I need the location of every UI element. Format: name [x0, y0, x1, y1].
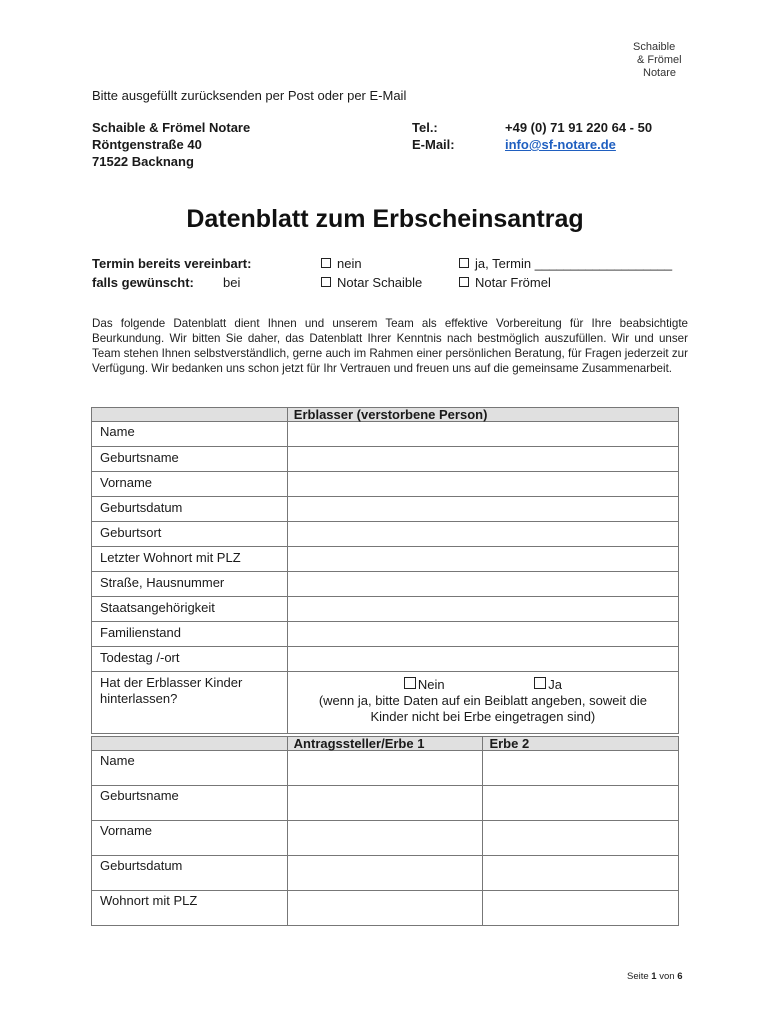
page-title: Datenblatt zum Erbscheinsantrag — [186, 205, 584, 233]
input-cell[interactable] — [483, 821, 679, 856]
row-label: Geburtsdatum — [92, 856, 288, 891]
option-notar-froemel[interactable] — [459, 275, 551, 290]
row-label: Familienstand — [92, 622, 288, 647]
table-row — [92, 856, 679, 891]
intro-paragraph: Das folgende Datenblatt dient Ihnen und unserem Team als effektive Vorbereitung für Ihre beabsichtigte Beurkundung. Wir bitten Sie daher, das Datenblatt Ihrer Kenntnis nach bestmöglich auszufüllen. Wir und unser Team stehen Ihnen selbstverständlich, gerne auch im Rahmen einer persönlichen Beratung, für Fragen jederzeit zur Verfügung. Wir bedanken uns schon jetzt für Ihr Vertrauen und freuen uns auf die gemeinsame Zusammenarbeit. — [92, 317, 688, 375]
checkbox-icon[interactable] — [459, 258, 469, 268]
logo-line: & Frömel — [637, 54, 682, 66]
row-label: Todestag /-ort — [92, 647, 288, 672]
table-header-row — [92, 737, 679, 751]
option-notar-schaible[interactable] — [321, 275, 422, 290]
company-logo — [633, 41, 682, 80]
email-link[interactable]: info@sf-notare.de — [505, 137, 616, 152]
logo-line: Notare — [643, 67, 677, 79]
input-cell[interactable] — [287, 647, 678, 672]
office-name: Schaible & Frömel Notare — [92, 120, 251, 135]
input-cell[interactable] — [287, 522, 678, 547]
input-cell[interactable] — [483, 786, 679, 821]
input-cell[interactable] — [287, 447, 678, 472]
logo-line: Schaible — [633, 41, 676, 53]
input-cell[interactable] — [287, 622, 678, 647]
row-label: Staatsangehörigkeit — [92, 597, 288, 622]
office-address — [92, 119, 250, 170]
input-cell[interactable] — [287, 497, 678, 522]
input-cell[interactable] — [287, 751, 483, 786]
input-cell[interactable] — [483, 751, 679, 786]
table-row — [92, 891, 679, 926]
children-note: (wenn ja, bitte Daten auf ein Beiblatt angeben, soweit die Kinder nicht bei Erbe eingetragen sind) — [318, 693, 647, 724]
row-label: Wohnort mit PLZ — [92, 891, 288, 926]
input-cell[interactable] — [287, 891, 483, 926]
option-label: Notar Frömel — [475, 275, 551, 290]
footer-mid: von — [659, 971, 675, 982]
checkbox-icon[interactable] — [404, 677, 416, 689]
row-label: Geburtsort — [92, 522, 288, 547]
wish-label: falls gewünscht: — [92, 275, 194, 290]
checkbox-icon[interactable] — [321, 258, 331, 268]
table-row — [92, 597, 679, 622]
row-label: Geburtsdatum — [92, 497, 288, 522]
row-label: Letzter Wohnort mit PLZ — [92, 547, 288, 572]
input-cell[interactable] — [287, 856, 483, 891]
table-row — [92, 821, 679, 856]
input-cell[interactable] — [287, 597, 678, 622]
input-cell[interactable] — [287, 472, 678, 497]
row-label: Name — [92, 422, 288, 447]
email-label: E-Mail: — [412, 137, 455, 152]
tel-label: Tel.: — [412, 120, 438, 135]
table-row — [92, 622, 679, 647]
table-header-cell: Antragssteller/Erbe 1 — [287, 737, 483, 751]
row-label: Geburtsname — [92, 786, 288, 821]
row-label: Vorname — [92, 472, 288, 497]
table-row — [92, 647, 679, 672]
return-instruction: Bitte ausgefüllt zurücksenden per Post oder per E-Mail — [92, 88, 407, 103]
table-row — [92, 522, 679, 547]
children-label: Hat der Erblasser Kinder hinterlassen? — [92, 672, 288, 734]
row-label: Name — [92, 751, 288, 786]
table-row — [92, 547, 679, 572]
input-cell[interactable] — [287, 572, 678, 597]
option-label: ja, Termin ___________________ — [475, 256, 673, 271]
input-cell[interactable] — [287, 821, 483, 856]
office-street: Röntgenstraße 40 — [92, 137, 202, 152]
option-label: Ja — [548, 677, 562, 692]
checkbox-icon[interactable] — [321, 277, 331, 287]
table-row — [92, 422, 679, 447]
table-row — [92, 672, 679, 734]
option-label: nein — [337, 256, 362, 271]
table-row — [92, 572, 679, 597]
row-label: Straße, Hausnummer — [92, 572, 288, 597]
footer-total: 6 — [677, 971, 683, 982]
table-header-cell: Erbe 2 — [483, 737, 679, 751]
table-row — [92, 447, 679, 472]
heirs-table — [91, 736, 679, 926]
table-header-cell — [92, 408, 288, 422]
tel-value: +49 (0) 71 91 220 64 - 50 — [505, 120, 653, 135]
input-cell[interactable] — [287, 547, 678, 572]
option-label: Nein — [417, 677, 445, 692]
option-children-ja[interactable] — [534, 676, 562, 693]
input-cell[interactable] — [287, 422, 678, 447]
input-cell[interactable] — [287, 786, 483, 821]
row-label: Vorname — [92, 821, 288, 856]
table-row — [92, 472, 679, 497]
table-header-row — [92, 408, 679, 422]
contact-values — [505, 119, 652, 153]
wish-at: bei — [223, 275, 241, 290]
checkbox-icon[interactable] — [534, 677, 546, 689]
option-nein[interactable] — [321, 256, 362, 271]
decedent-table — [91, 407, 679, 734]
footer-prefix: Seite — [627, 971, 649, 982]
option-children-nein[interactable] — [404, 676, 445, 693]
table-header-cell — [92, 737, 288, 751]
children-options-cell — [287, 672, 678, 734]
footer-page: 1 — [651, 971, 657, 982]
table-row — [92, 497, 679, 522]
contact-labels — [412, 119, 455, 153]
table-header-cell: Erblasser (verstorbene Person) — [287, 408, 678, 422]
checkbox-icon[interactable] — [459, 277, 469, 287]
page-footer — [627, 971, 683, 982]
input-cell[interactable] — [483, 891, 679, 926]
appointment-label: Termin bereits vereinbart: — [92, 256, 252, 271]
option-label: Notar Schaible — [337, 275, 423, 290]
option-ja-termin[interactable] — [459, 256, 672, 271]
table-row — [92, 786, 679, 821]
input-cell[interactable] — [483, 856, 679, 891]
office-city: 71522 Backnang — [92, 154, 194, 169]
row-label: Geburtsname — [92, 447, 288, 472]
table-row — [92, 751, 679, 786]
